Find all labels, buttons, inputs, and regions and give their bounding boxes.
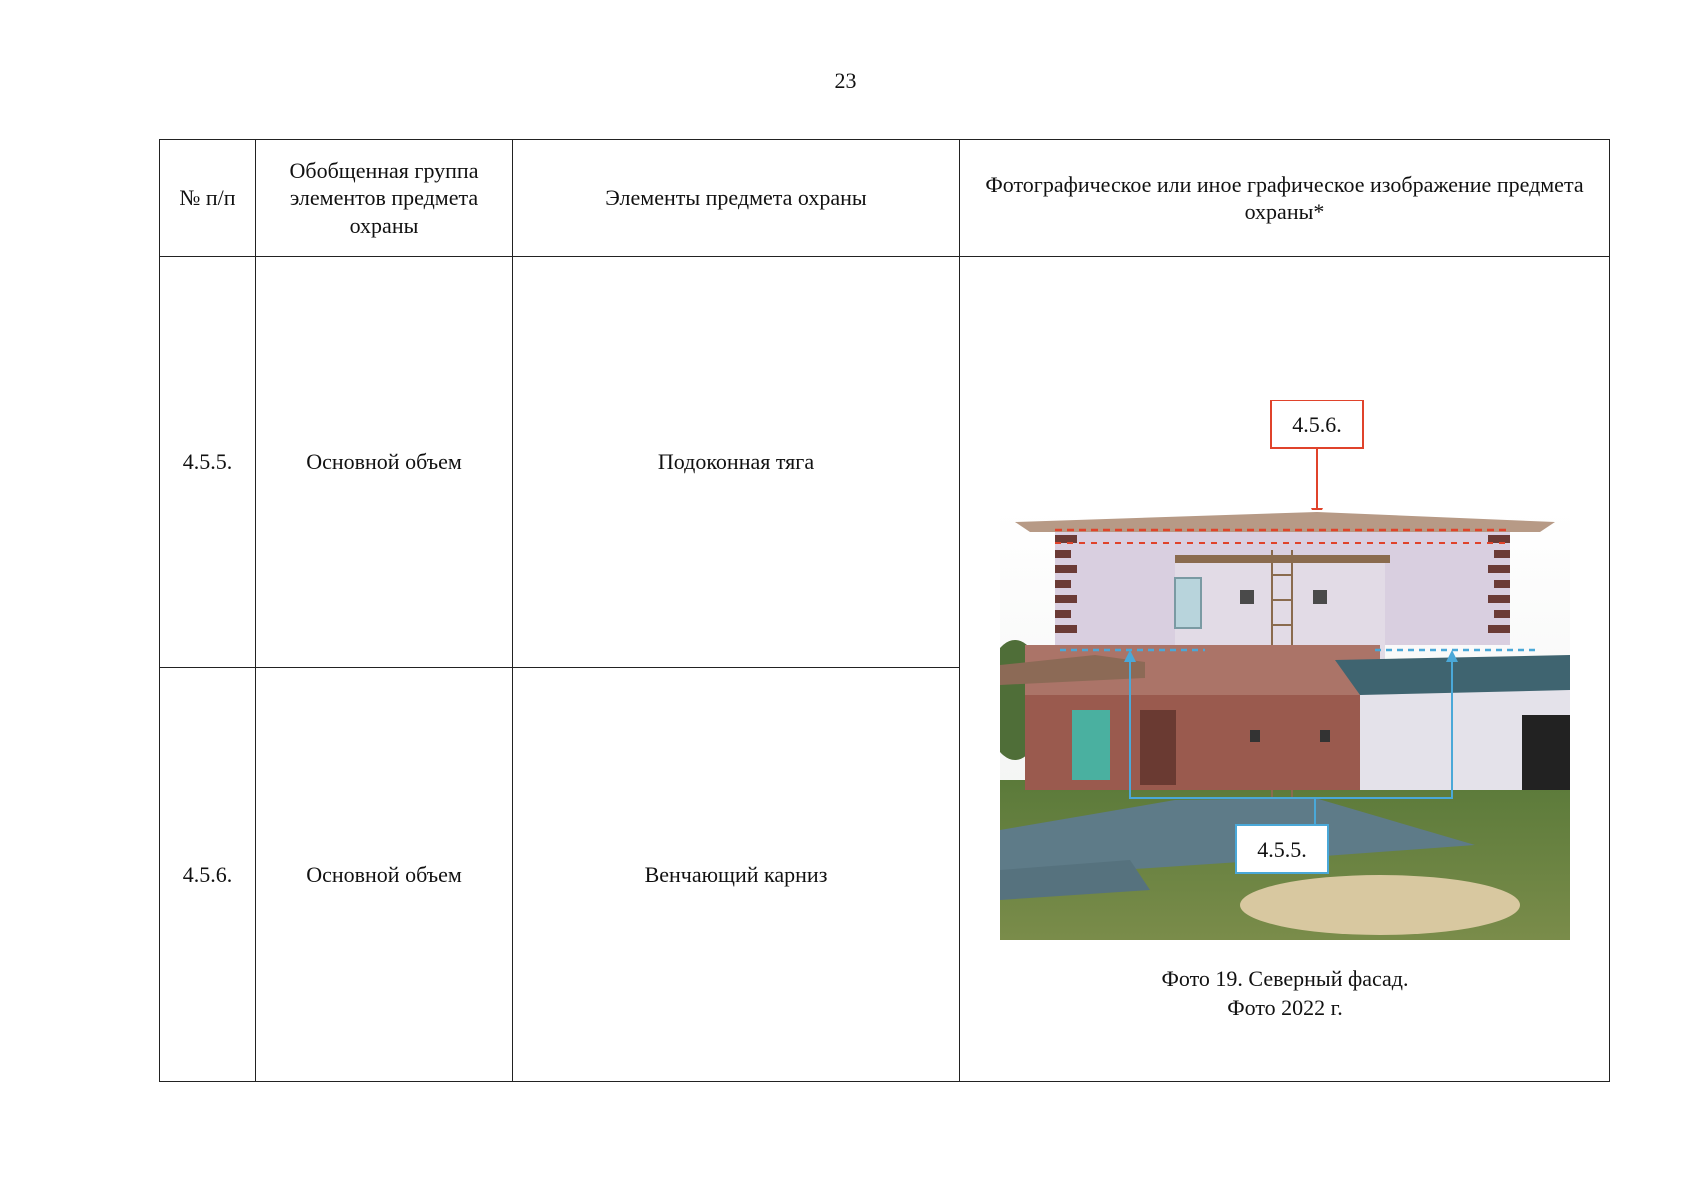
protection-elements-table <box>159 139 1610 1082</box>
row-group: Основной объем <box>256 257 513 668</box>
row-element: Венчающий карниз <box>513 668 960 1082</box>
photo-caption-title: Фото 19. Северный фасад. <box>1161 966 1409 991</box>
row-number: 4.5.5. <box>160 257 256 668</box>
header-group: Обобщенная группа элементов предмета охраны <box>256 140 513 257</box>
photo-vent <box>1250 730 1260 742</box>
row-number: 4.5.6. <box>160 668 256 1082</box>
photo-brown-door <box>1140 710 1176 785</box>
photo-vent <box>1320 730 1330 742</box>
facade-photo-image <box>1000 400 1570 940</box>
row-element: Подоконная тяга <box>513 257 960 668</box>
photo-caption-year: Фото 2022 г. <box>1227 994 1343 1020</box>
photo-small-window <box>1240 590 1254 604</box>
callout-top-label: 4.5.6. <box>1292 412 1342 437</box>
table-header-row <box>160 140 1610 257</box>
photo-sand <box>1240 875 1520 935</box>
photo-projection-roof <box>1175 555 1390 563</box>
row-group: Основной объем <box>256 668 513 1082</box>
photo-caption <box>960 965 1610 1022</box>
photo-green-door <box>1072 710 1110 780</box>
photo-cell <box>960 257 1610 1082</box>
page-number: 23 <box>834 68 857 93</box>
header-number: № п/п <box>160 140 256 257</box>
header-image: Фотографическое или иное графическое изображение предмета охраны* <box>960 140 1610 257</box>
facade-photo <box>1000 400 1570 940</box>
photo-small-window <box>1313 590 1327 604</box>
callout-bottom-label: 4.5.5. <box>1257 837 1307 862</box>
table-row <box>160 257 1610 668</box>
photo-window <box>1175 578 1201 628</box>
header-elements: Элементы предмета охраны <box>513 140 960 257</box>
photo-annex-door <box>1522 715 1570 790</box>
